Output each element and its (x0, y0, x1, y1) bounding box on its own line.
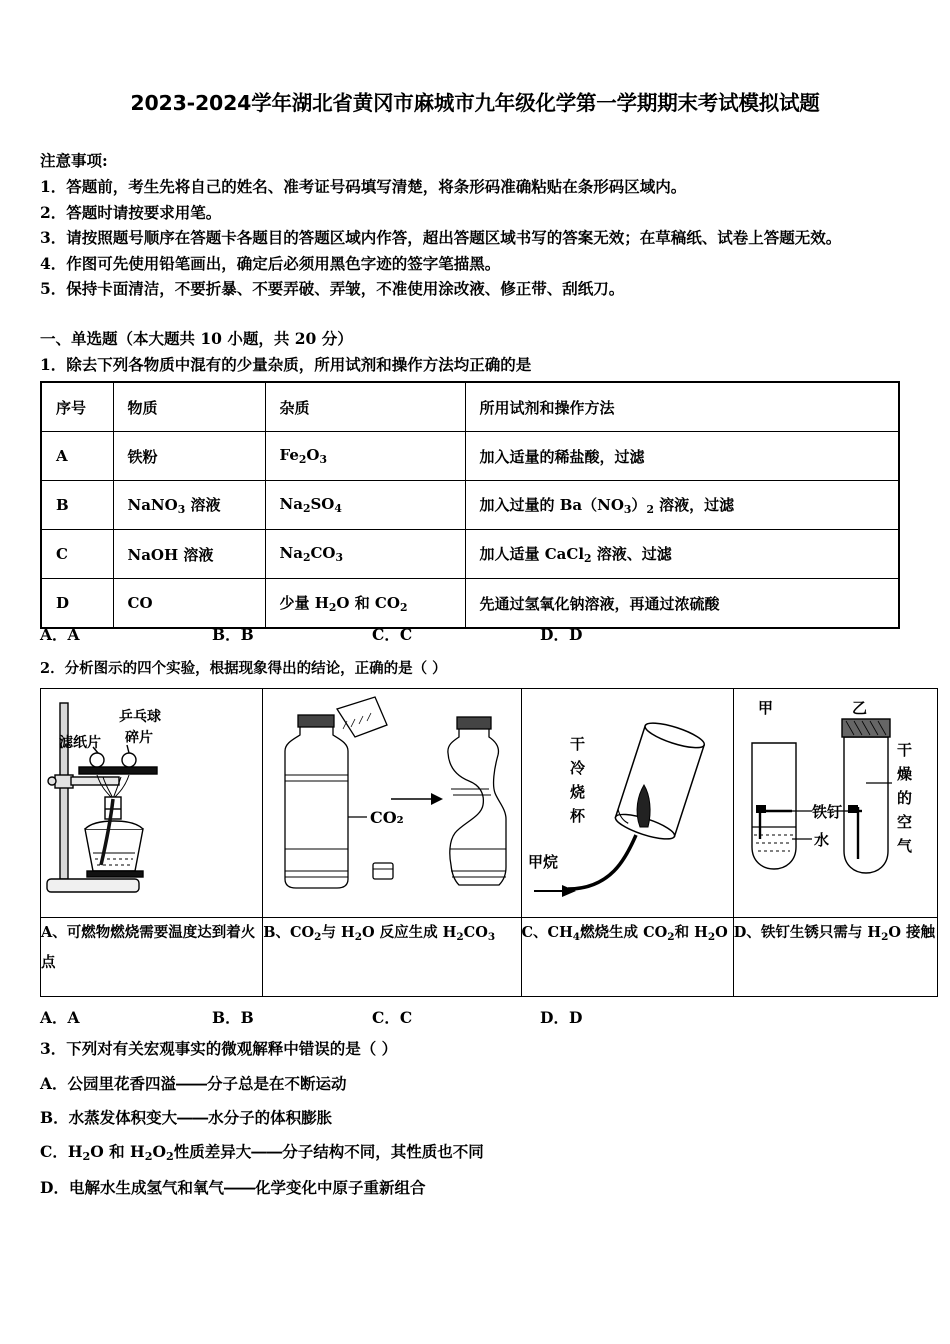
notice-item-3: 3．请按照题号顺序在答题卡各题目的答题区域内作答，超出答题区域书写的答案无效；在草稿纸、试卷上答题无效。 (40, 228, 842, 248)
caption-cell-b: B、$CO_2$与 $H_2O$ 反应生成 $H_2CO_3$ (263, 918, 521, 997)
option-d[interactable]: D．D (540, 625, 583, 644)
question-3-stem: 3．下列对有关宏观事实的微观解释中错误的是（ ） (40, 1039, 398, 1058)
question-1-stem: 1．除去下列各物质中混有的少量杂质，所用试剂和操作方法均正确的是 (40, 355, 532, 374)
notice-heading: 注意事项: (40, 151, 108, 170)
question-3-option-b[interactable]: B．水蒸发体积变大――水分子的体积膨胀 (40, 1108, 333, 1127)
caption-cell-d: D、铁钉生锈只需与 $H_2O$ 接触 (733, 918, 937, 997)
figure-c-label-burn: 烧 (569, 783, 585, 801)
figure-c-label-dry: 干 (569, 735, 585, 753)
figure-d-label-dry: 干 (896, 741, 912, 759)
figure-d-label-water: 水 (813, 831, 829, 849)
notice-item-5: 5．保持卡面清洁，不要折暴、不要弄破、弄皱，不准使用涂改液、修正带、刮纸刀。 (40, 279, 625, 299)
figure-d-label-jia: 甲 (757, 699, 773, 717)
figure-d-label-of: 的 (896, 789, 912, 807)
caption-row (41, 918, 938, 997)
section-heading: 一、单选题（本大题共 10 小题，共 20 分） (40, 329, 353, 348)
figure-d-label-air1: 空 (896, 813, 912, 831)
row-substance: CO (113, 579, 265, 629)
row-method: 先通过氢氧化钠溶液，再通过浓硫酸 (465, 579, 899, 629)
page-title: 2023-2024学年湖北省黄冈市麻城市九年级化学第一学期期末考试模拟试题 (130, 91, 820, 115)
figure-a-combustion-ignition-point (41, 689, 263, 917)
question-2-stem: 2．分析图示的四个实验，根据现象得出的结论，正确的是（ ） (40, 660, 447, 677)
figure-b-co2-bottle-collapse (263, 689, 521, 917)
question-3-option-a[interactable]: A．公园里花香四溢――分子总是在不断运动 (40, 1074, 347, 1093)
figure-d-label-yi: 乙 (851, 699, 867, 717)
notice-item-1: 1．答题前，考生先将自己的姓名、准考证号码填写清楚，将条形码准确粘贴在条形码区域内。 (40, 177, 687, 196)
header-cell-method: 所用试剂和操作方法 (465, 382, 899, 432)
header-cell-no: 序号 (41, 382, 113, 432)
figure-cell-c (521, 689, 733, 918)
figure-a-label-filter-paper: 滤纸片 (59, 735, 101, 751)
question-2-figure-table (40, 688, 938, 997)
table-row (41, 530, 899, 579)
question-1-table (40, 381, 900, 629)
row-impurity: $Na_2SO_4$ (265, 481, 465, 530)
question-3-option-c[interactable]: C．$H_2O$ 和 $H_2O_2$性质差异大――分子结构不同，其性质也不同 (40, 1142, 484, 1164)
table-row (41, 432, 899, 481)
row-method: 加入适量的稀盐酸，过滤 (465, 432, 899, 481)
figure-c-methane-burning-beaker (522, 689, 734, 917)
caption-cell-c: C、$CH_4$燃烧生成 $CO_2$和 $H_2O$ (521, 918, 733, 997)
option-c[interactable]: C．C (372, 1008, 413, 1027)
figure-d-iron-nail-rusting (734, 689, 938, 917)
figure-d-label-iron-nail: 铁钉 (811, 803, 842, 821)
figure-cell-b (263, 689, 521, 918)
row-label: C (41, 530, 113, 579)
row-label: D (41, 579, 113, 629)
caption-cell-a: A、可燃物燃烧需要温度达到着火点 (41, 918, 263, 997)
option-c[interactable]: C．C (372, 625, 413, 644)
row-substance: NaOH 溶液 (113, 530, 265, 579)
figure-a-label-fragments: 碎片 (125, 730, 153, 746)
row-substance: NaNO$_3$ 溶液 (113, 481, 265, 530)
option-b[interactable]: B．B (212, 1008, 254, 1027)
row-method: 加入过量的 $Ba(NO_3)_2$ 溶液，过滤 (465, 481, 899, 530)
notice-item-2: 2．答题时请按要求用笔。 (40, 202, 222, 222)
question-3-option-d[interactable]: D．电解水生成氢气和氧气――化学变化中原子重新组合 (40, 1178, 426, 1197)
header-cell-impurity: 杂质 (265, 382, 465, 432)
header-cell-substance: 物质 (113, 382, 265, 432)
figure-cell-d (733, 689, 937, 918)
row-method: 加人适量 CaCl$_2$ 溶液、过滤 (465, 530, 899, 579)
figure-d-label-air2: 气 (896, 837, 912, 855)
notice-block (40, 148, 920, 302)
row-label: A (41, 432, 113, 481)
table-row (41, 481, 899, 530)
figure-c-label-cup: 杯 (569, 807, 585, 825)
option-a[interactable]: A．A (40, 625, 80, 644)
table-row (41, 579, 899, 629)
figure-cell-a (41, 689, 263, 918)
row-label: B (41, 481, 113, 530)
figure-a-label-pingpong: 乒乓球 (119, 709, 161, 725)
option-a[interactable]: A．A (40, 1008, 80, 1027)
row-impurity: $Fe_2O_3$ (265, 432, 465, 481)
option-d[interactable]: D．D (540, 1008, 583, 1027)
row-substance: 铁粉 (113, 432, 265, 481)
figure-d-label-dry2: 燥 (896, 765, 912, 783)
figure-row (41, 689, 938, 918)
figure-c-label-cold: 冷 (569, 759, 585, 777)
row-impurity: 少量 $H_2O$ 和 $CO_2$ (265, 579, 465, 629)
row-impurity: $Na_2CO_3$ (265, 530, 465, 579)
figure-c-label-methane: 甲烷 (527, 853, 558, 871)
figure-b-label-co2: CO₂ (370, 808, 404, 827)
notice-item-4: 4．作图可先使用铅笔画出，确定后必须用黑色字迹的签字笔描黑。 (40, 253, 501, 273)
option-b[interactable]: B．B (212, 625, 254, 644)
table-header-row (41, 382, 899, 432)
